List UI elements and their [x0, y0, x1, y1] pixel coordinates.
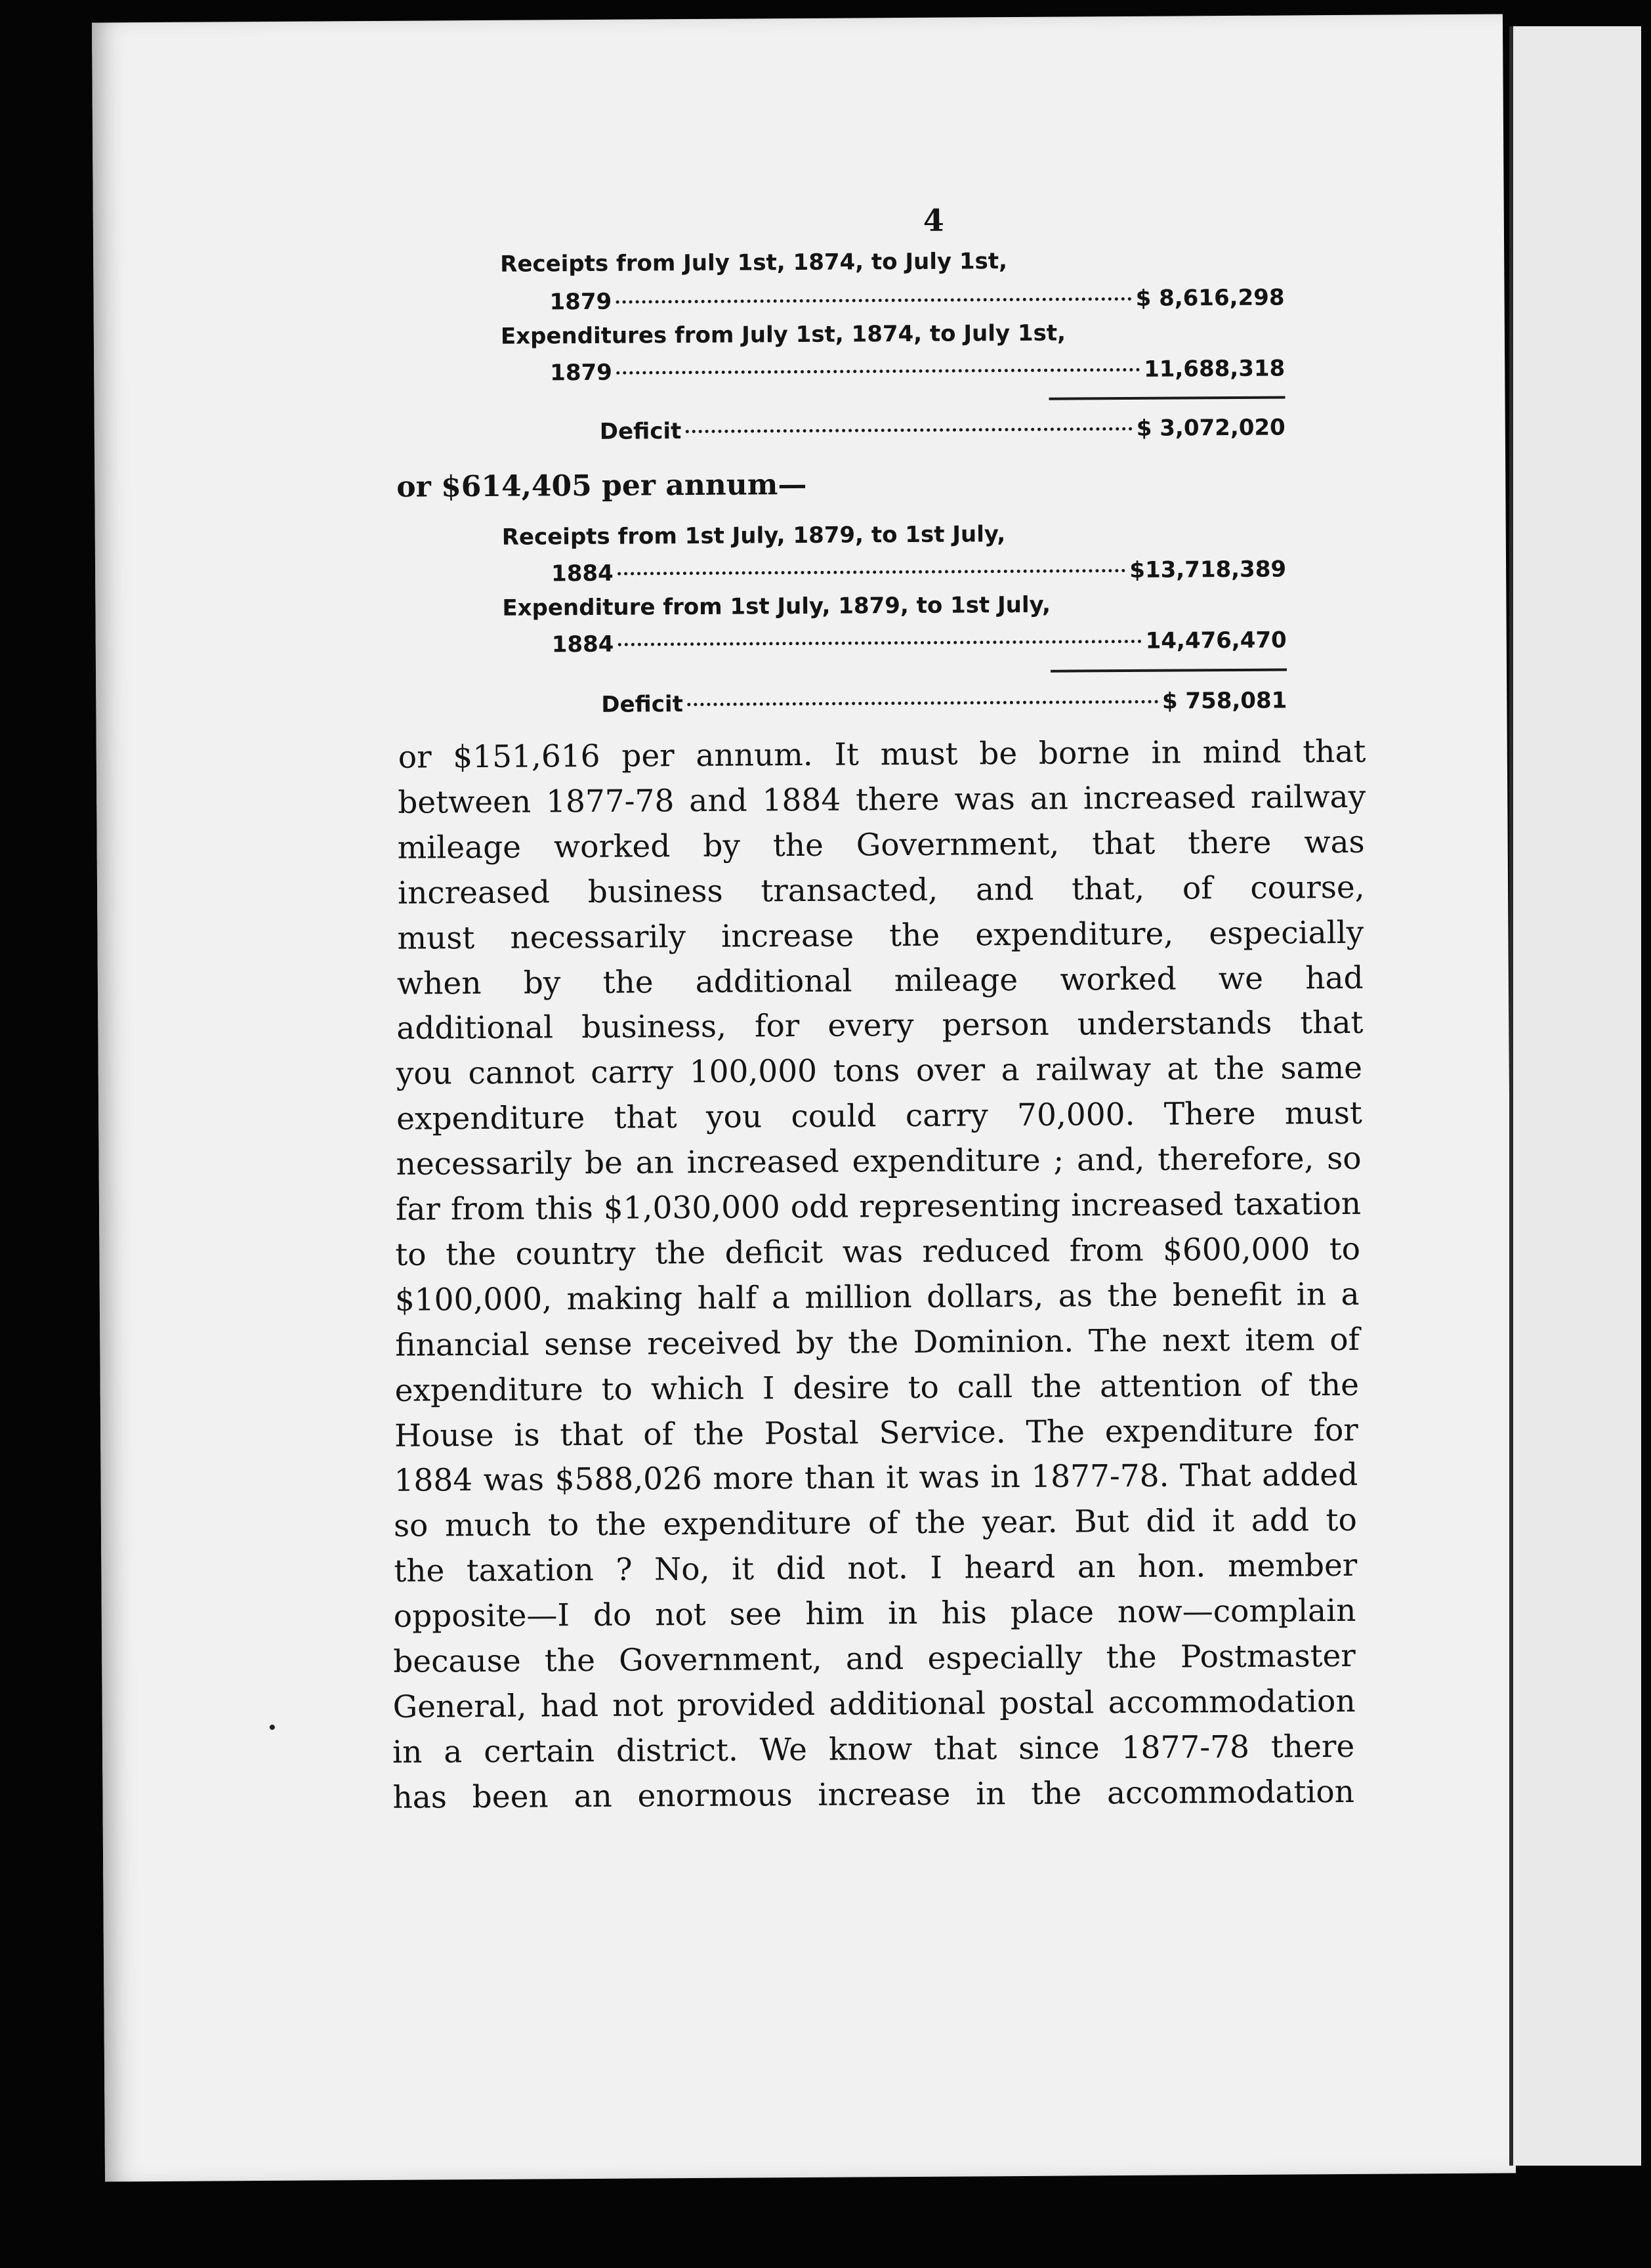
sum-rule: [1049, 396, 1285, 400]
body-line: increased business transacted, and that, of course,: [397, 869, 1365, 912]
deficit-1879-row: [600, 414, 1285, 444]
deficit-1879-label: Deficit: [599, 418, 682, 445]
body-line: additional business, for every person understands that: [396, 1004, 1364, 1047]
body-line: expenditure to which I desire to call the attention of the: [394, 1366, 1360, 1409]
page-number: 4: [923, 202, 945, 238]
receipts-1879-row: [551, 556, 1286, 587]
per-annum-1879: or $614,405 per annum—: [396, 467, 807, 504]
body-line: the taxation ? No, it did not. I heard an hon. member: [394, 1547, 1358, 1589]
body-line: far from this $1,030,000 odd representing increased taxation: [395, 1185, 1362, 1228]
dot-leader: [616, 297, 1131, 304]
body-line: between 1877-78 and 1884 there was an increased railway: [398, 778, 1366, 821]
receipts-1874-row: [549, 285, 1284, 316]
body-line: necessarily be an increased expenditure ; and, therefore, so: [396, 1140, 1362, 1183]
adjacent-page-edge: [1509, 26, 1641, 2166]
receipts-1879-amount: $13,718,389: [1129, 556, 1287, 583]
expenditure-1879-row: [552, 627, 1287, 658]
expenditure-1879-label: Expenditure from 1st July, 1879, to 1st July,: [502, 591, 1051, 621]
expenditures-1874-label: Expenditures from July 1st, 1874, to July 1st,: [500, 320, 1066, 350]
body-line: you cannot carry 100,000 tons over a railway at the same: [396, 1049, 1363, 1092]
expenditures-1874-row: [550, 356, 1285, 387]
receipts-1879-label: Receipts from 1st July, 1879, to 1st July,: [501, 521, 1006, 551]
expenditures-1874-amount: 11,688,318: [1144, 355, 1285, 383]
print-speck: [270, 1725, 275, 1730]
body-line: mileage worked by the Government, that there was: [397, 824, 1365, 866]
expenditure-1879-year: 1884: [551, 631, 614, 658]
body-line: financial sense received by the Dominion. The next item of: [395, 1321, 1360, 1364]
body-line: $100,000, making half a million dollars, as the benefit in a: [394, 1276, 1360, 1318]
body-line: General, had not provided additional postal accommodation: [392, 1683, 1356, 1725]
deficit-1879-amount: $ 3,072,020: [1136, 414, 1285, 442]
body-line: to the country the deficit was reduced from $600,000 to: [395, 1230, 1361, 1273]
body-line: so much to the expenditure of the year. But did it add to: [393, 1502, 1357, 1544]
body-line: opposite—I do not see him in his place now—complain: [393, 1592, 1356, 1635]
body-line: House is that of the Postal Service. The expenditure for: [394, 1412, 1358, 1454]
deficit-1884-label: Deficit: [601, 691, 684, 718]
deficit-1884-amount: $ 758,081: [1161, 687, 1287, 715]
receipts-1879-year: 1884: [551, 560, 614, 587]
body-line: expenditure that you could carry 70,000. There must: [396, 1095, 1362, 1137]
sum-rule: [1051, 668, 1287, 672]
body-line: 1884 was $588,026 more than it was in 1877-78. That added: [394, 1456, 1358, 1499]
receipts-1874-label: Receipts from July 1st, 1874, to July 1st,: [500, 248, 1008, 278]
body-line: when by the additional mileage worked we had: [396, 959, 1364, 1002]
body-line: because the Government, and especially the Postmaster: [393, 1637, 1356, 1680]
body-line: has been an enormous increase in the accommodation: [392, 1773, 1355, 1816]
expenditure-1879-amount: 14,476,470: [1145, 627, 1287, 654]
body-line: in a certain district. We know that since 1877-78 there: [392, 1728, 1355, 1771]
dot-leader: [616, 368, 1140, 375]
deficit-1884-row: [601, 687, 1287, 717]
body-line: must necessarily increase the expenditure, especially: [397, 914, 1364, 957]
dot-leader: [687, 700, 1158, 706]
dot-leader: [685, 427, 1133, 433]
body-line: or $151,616 per annum. It must be borne in mind that: [398, 733, 1366, 776]
expenditures-1874-year: 1879: [550, 359, 613, 387]
receipts-1874-year: 1879: [549, 288, 612, 316]
dot-leader: [617, 569, 1126, 576]
dot-leader: [617, 640, 1141, 646]
document-page: [92, 14, 1516, 2181]
receipts-1874-amount: $ 8,616,298: [1135, 284, 1285, 312]
